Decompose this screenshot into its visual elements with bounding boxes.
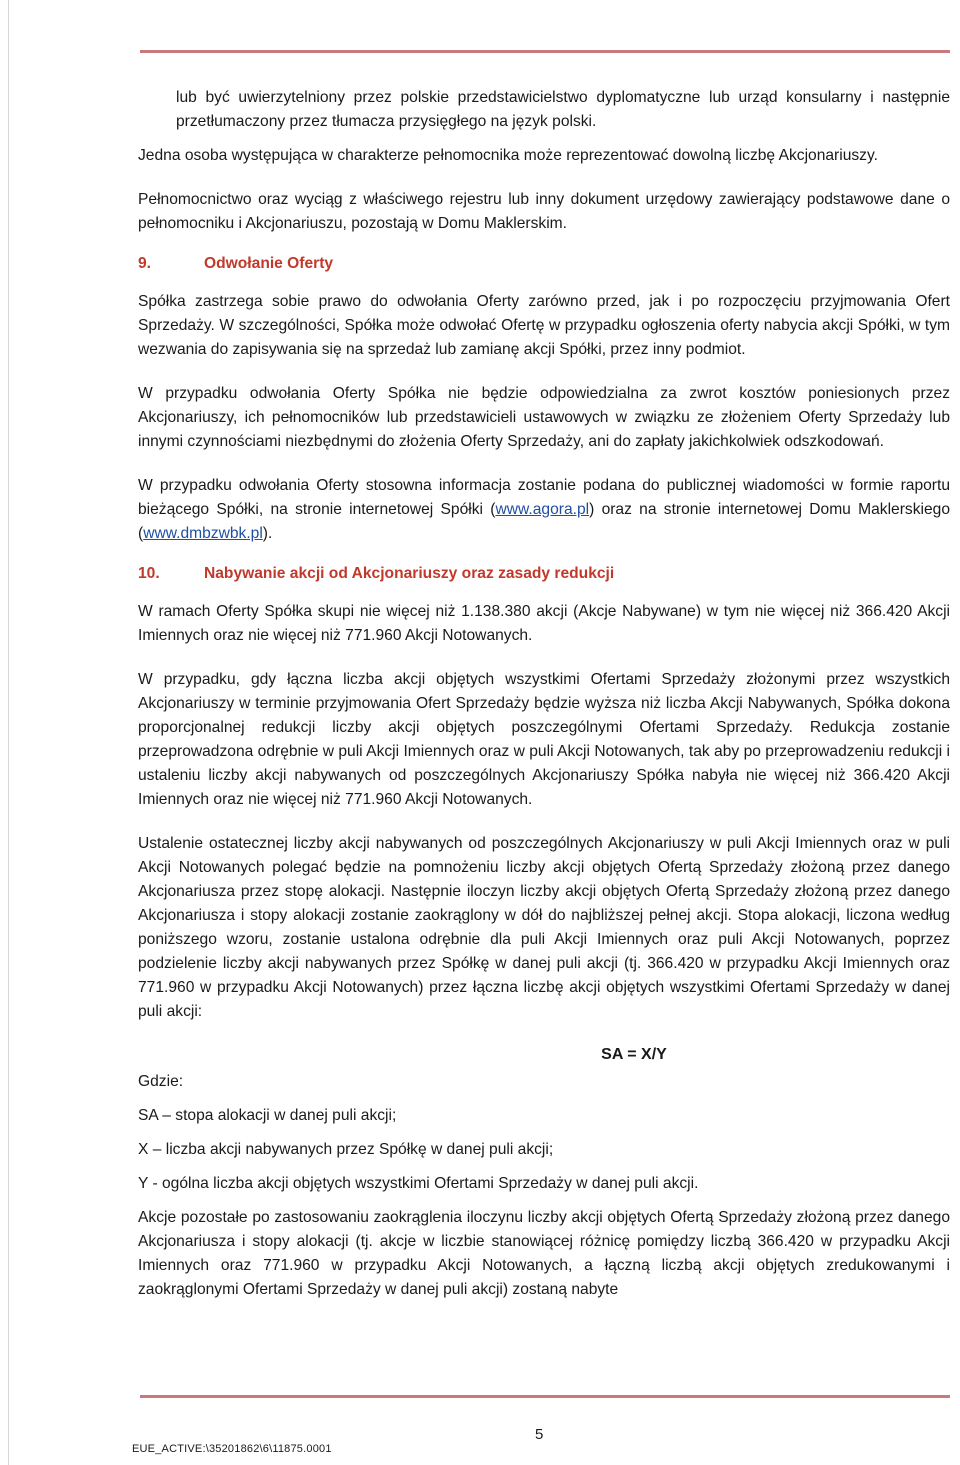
page-body: [138, 86, 950, 1302]
notice-text-a: W przypadku odwołania Oferty stosowna informacja zostanie podana do publicznej wiadomości w formie raportu bieżącego Spółki, na stronie internetowej Spółki (: [138, 477, 950, 518]
document-id: EUE_ACTIVE:\35201862\6\11875.0001: [132, 1443, 332, 1455]
header-rule: [140, 50, 950, 53]
where-label: Gdzie:: [138, 1073, 184, 1090]
definition-y: Y - ogólna liczba akcji objętych wszystkimi Ofertami Sprzedaży w danej puli akcji.: [138, 1175, 699, 1192]
scan-edge-line: [8, 0, 9, 1465]
paragraph-withdrawal-liability: W przypadku odwołania Oferty Spółka nie będzie odpowiedzialna za zwrot kosztów poniesionych przez Akcjonariuszy, ich pełnomocników lub przedstawicieli ustawowych w związku ze złożeniem Oferty Sprzedaży lub innymi czynnościami niezbędnymi do złożenia Oferty Sprzedaży, ani do zapłaty jakichkolwiek odszkodowań.: [138, 385, 950, 450]
paragraph-proxy-documents: Pełnomocnictwo oraz wyciąg z właściwego rejestru lub inny dokument urzędowy zawierający podstawowe dane o pełnomocniku i Akcjonariuszu, pozostają w Domu Maklerskim.: [138, 191, 950, 232]
section-9-heading: [138, 252, 950, 276]
section-10-number: 10.: [138, 565, 160, 582]
agora-link[interactable]: www.agora.pl: [495, 501, 590, 518]
section-10-heading: [138, 562, 950, 586]
paragraph-allocation-rate: Ustalenie ostatecznej liczby akcji nabywanych od poszczególnych Akcjonariuszy w puli Akcji Imiennych oraz w puli Akcji Notowanych polegać będzie na pomnożeniu liczby akcji objętych Ofertą Sprzedaży złożoną przez danego Akcjonariusza przez stopę alokacji. Następnie iloczyn liczby akcji objętych Ofertą Sprzedaży złożoną przez danego Akcjonariusza i stopy alokacji zostanie zaokrąglony w dół do najbliższej pełnej akcji. Stopa alokacji, liczona według poniższego wzoru, zostanie ustalona odrębnie dla puli Akcji Imiennych oraz puli Akcji Notowanych, poprzez podzielenie liczby akcji nabywanych przez Spółkę w danej puli akcji (tj. 366.420 w przypadku Akcji Imiennych oraz 771.960 w przypadku Akcji Notowanych) przez łączna liczbę akcji objętych wszystkimi Ofertami Sprzedaży w danej puli akcji:: [138, 835, 950, 1020]
paragraph-authentication: lub być uwierzytelniony przez polskie przedstawicielstwo dyplomatyczne lub urząd konsularny i następnie przetłumaczony przez tłumacza przysięgłego na język polski.: [176, 89, 950, 130]
section-10-title: Nabywanie akcji od Akcjonariuszy oraz zasady redukcji: [204, 565, 615, 582]
definition-x: X – liczba akcji nabywanych przez Spółkę w danej puli akcji;: [138, 1141, 554, 1158]
section-9-number: 9.: [138, 255, 152, 272]
paragraph-remaining-shares: Akcje pozostałe po zastosowaniu zaokrąglenia iloczynu liczby akcji objętych Ofertą Sprzedaży złożoną przez danego Akcjonariusza i stopy alokacji (tj. akcje w liczbie stanowiącej różnicę pomiędzy liczbą 366.420 w przypadku Akcji Imiennych oraz 771.960 w przypadku Akcji Notowanych, a łączną liczbą akcji objętych zredukowanymi i zaokrąglonymi Ofertami Sprzedaży w danej puli akcji) zostaną nabyte: [138, 1209, 950, 1298]
dmbzwbk-link[interactable]: www.dmbzwbk.pl: [143, 525, 263, 542]
paragraph-reduction: W przypadku, gdy łączna liczba akcji objętych wszystkimi Ofertami Sprzedaży złożonymi przez wszystkich Akcjonariuszy w terminie przyjmowania Ofert Sprzedaży będzie wyższa niż liczba Akcji Nabywanych, Spółka dokona proporcjonalnej redukcji liczby akcji objętych poszczególnymi Ofertami Sprzedaży. Redukcja zostanie przeprowadzona odrębnie w puli Akcji Imiennych oraz w puli Akcji Notowanych, tak aby po przeprowadzeniu redukcji i ustaleniu liczby akcji nabywanych od poszczególnych Akcjonariuszy Spółka nabyła nie więcej niż 366.420 Akcji Imiennych oraz nie więcej niż 771.960 Akcji Notowanych.: [138, 671, 950, 808]
paragraph-share-limits: W ramach Oferty Spółka skupi nie więcej niż 1.138.380 akcji (Akcje Nabywane) w tym nie więcej niż 366.420 Akcji Imiennych oraz nie więcej niż 771.960 Akcji Notowanych.: [138, 603, 950, 644]
footer-rule: [140, 1395, 950, 1398]
section-9-title: Odwołanie Oferty: [204, 255, 334, 272]
paragraph-single-proxy: Jedna osoba występująca w charakterze pełnomocnika może reprezentować dowolną liczbę Akcjonariuszy.: [138, 147, 878, 164]
notice-text-b: ) oraz na stronie internetowej Domu Maklerskiego (: [138, 501, 950, 542]
paragraph-withdrawal-right: Spółka zastrzega sobie prawo do odwołania Oferty zarówno przed, jak i po rozpoczęciu przyjmowania Ofert Sprzedaży. W szczególności, Spółka może odwołać Ofertę w przypadku ogłoszenia oferty nabycia akcji Spółki, w tym wezwania do zapisywania się na sprzedaż lub zamianę akcji Spółki, przez inny podmiot.: [138, 293, 950, 358]
paragraph-withdrawal-notice: [138, 474, 950, 546]
allocation-formula: SA = X/Y: [601, 1046, 667, 1063]
page-number: 5: [535, 1426, 544, 1443]
definition-sa: SA – stopa alokacji w danej puli akcji;: [138, 1107, 397, 1124]
notice-text-c: ).: [262, 525, 273, 542]
